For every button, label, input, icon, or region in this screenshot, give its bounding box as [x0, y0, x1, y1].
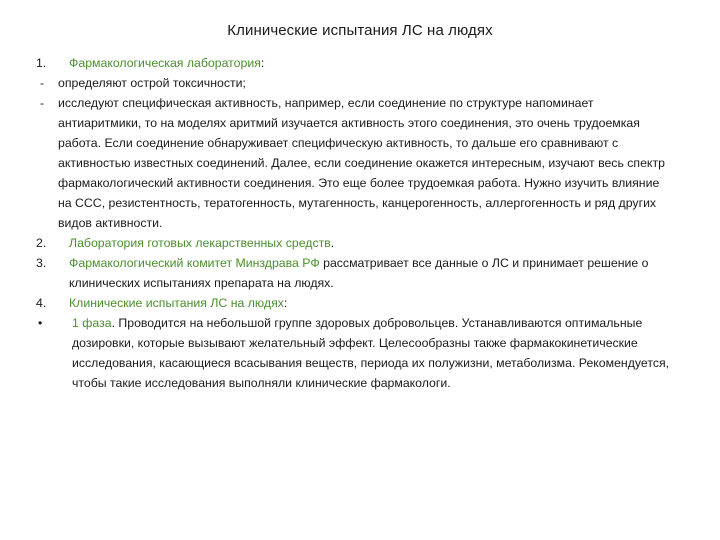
list-marker: 2.	[36, 236, 47, 250]
list-item-bullet	[36, 313, 680, 393]
list-marker: 1.	[36, 56, 47, 70]
bullet-icon: •	[38, 316, 43, 330]
item-highlight: 1 фаза	[72, 316, 112, 330]
item-text: рассматривает все данные о ЛС и принимает решение о клинических испытаниях препарата на людях.	[69, 256, 649, 290]
list-item-2	[36, 233, 680, 253]
item-text: . Проводится на небольшой группе здоровых добровольцев. Устанавливаются оптимальные дозировки, которые вызывают желательный эффект. Целесообразны также фармакокинетические исследования, касающиеся всасывания веществ, периода их полужизни, метаболизма. Рекомендуется, чтобы такие исследования выполняли клинические фармакологи.	[72, 316, 670, 390]
list-item-1	[36, 53, 680, 73]
list-item-4	[36, 293, 680, 313]
item-text: исследуют специфическая активность, например, если соединение по структуре напоминает антиаритмики, то на моделях аритмий изучается активность этого соединения, это очень трудоемкая работа. Если соединение обнаруживает специфическую активность, то дальше его сравнивают с активностью известных соединений. Далее, если соединение окажется интересным, изучают весь спектр фармакологический активности соединения. Это еще более трудоемкая работа. Нужно изучить влияние на ССС, резистентность, тератогенность, мутагенность, канцерогенность, аллергогенность и ряд других видов активности.	[58, 96, 665, 230]
list-marker: -	[40, 96, 45, 110]
list-marker: 3.	[36, 256, 47, 270]
list-item-dash-2	[36, 93, 680, 233]
item-highlight: Лаборатория готовых лекарственных средств	[69, 236, 331, 250]
item-text: определяют острой токсичности;	[58, 76, 246, 90]
list-item-3	[36, 253, 680, 293]
list-marker: 4.	[36, 296, 47, 310]
item-highlight: Клинические испытания ЛС на людях	[69, 296, 284, 310]
list-marker: -	[40, 76, 45, 90]
item-highlight: Фармакологическая лаборатория	[69, 56, 261, 70]
list-item-dash-1	[36, 73, 680, 93]
item-highlight: Фармакологический комитет Минздрава РФ	[69, 256, 320, 270]
item-text: .	[330, 236, 335, 250]
item-text: :	[260, 56, 265, 70]
slide-content	[36, 53, 680, 393]
slide-title: Клинические испытания ЛС на людях	[227, 22, 493, 39]
item-text: :	[283, 296, 288, 310]
